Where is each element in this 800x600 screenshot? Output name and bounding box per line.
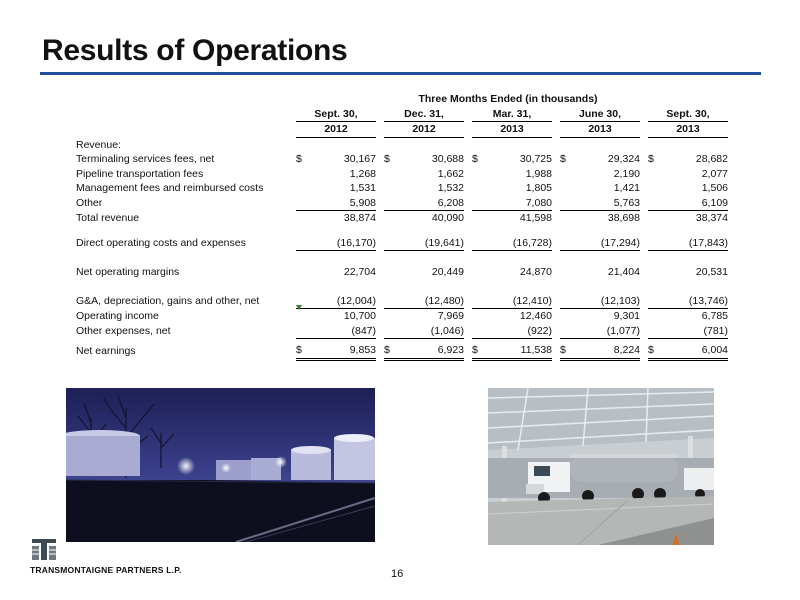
table-row [76,339,728,360]
revenue-heading: Revenue: [76,138,121,151]
cell-value: 6,785 [701,310,728,323]
cell-value: 40,090 [431,212,464,225]
currency-symbol: $ [296,339,308,360]
cell-value: 5,908 [308,196,376,211]
row-label: Other expenses, net [76,325,171,337]
row-label: Net earnings [76,344,136,357]
group-header: Three Months Ended (in thousands) [418,93,598,106]
period-header: June 30, [560,107,640,122]
cell-value: 1,531 [349,182,376,195]
results-table [76,92,728,361]
cell-value: 7,969 [437,310,464,323]
table-row [76,309,728,324]
cell-value: 20,531 [695,266,728,279]
period-year: 2013 [560,122,640,138]
cell-value: 9,301 [613,310,640,323]
company-name: TRANSMONTAIGNE PARTNERS L.P. [30,565,182,575]
row-label: Management fees and reimbursed costs [76,182,264,195]
group-header-row [76,92,728,107]
currency-symbol: $ [472,339,484,360]
row-label: Direct operating costs and expenses [76,237,246,249]
company-logo-icon [30,535,58,562]
cell-value: 8,224 [572,339,640,360]
cell-value: 1,805 [525,182,552,195]
cell-value: (12,410) [484,294,552,309]
tanker-truck-photo [488,388,714,545]
row-label: Operating income [76,310,159,322]
cell-value: (16,728) [484,236,552,251]
cell-value: (12,480) [396,294,464,309]
cell-value: 6,208 [396,196,464,211]
cell-value: 6,109 [660,196,728,211]
cell-value: (847) [308,324,376,339]
currency-symbol: $ [560,339,572,360]
cell-value: 22,704 [343,266,376,279]
cell-value: 30,688 [431,153,464,166]
cell-value: 38,698 [607,212,640,225]
cell-value: 11,538 [484,339,552,360]
cell-value: 30,725 [519,153,552,166]
period-header: Dec. 31, [384,107,464,122]
row-label: Net operating margins [76,266,180,279]
cell-value: 6,923 [396,339,464,360]
period-header: Mar. 31, [472,107,552,122]
table-row [76,294,728,309]
period-header-row-2 [76,122,728,138]
period-year: 2012 [384,122,464,138]
table-row [76,167,728,182]
cell-value: 38,874 [343,212,376,225]
cell-value: 24,870 [519,266,552,279]
cell-value: 1,532 [437,182,464,195]
row-label: Pipeline transportation fees [76,167,204,180]
table-row [76,181,728,196]
cell-value: (17,843) [660,236,728,251]
cell-value: (17,294) [572,236,640,251]
title-rule [40,72,761,75]
cell-value: 5,763 [572,196,640,211]
cell-value: 30,167 [343,153,376,166]
cell-value: 1,988 [525,167,552,180]
row-label: Other [76,197,103,209]
table-row [76,265,728,280]
period-year: 2013 [648,122,728,138]
cell-value: 21,404 [607,266,640,279]
cell-value: (922) [484,324,552,339]
cell-value: (16,170) [308,236,376,251]
terminal-night-photo [66,388,375,542]
row-label: G&A, depreciation, gains and other, net [76,295,260,307]
cell-value: 1,662 [437,167,464,180]
table-row [76,137,728,152]
currency-symbol: $ [648,339,660,360]
currency-symbol: $ [296,153,302,166]
currency-symbol: $ [472,153,478,166]
table-row [76,211,728,226]
small-marker [296,305,302,310]
cell-value: 6,004 [660,339,728,360]
cell-value: 29,324 [607,153,640,166]
row-label: Terminaling services fees, net [76,153,215,166]
cell-value: 38,374 [695,212,728,225]
table-row [76,324,728,339]
period-header-row-1 [76,107,728,122]
period-header: Sept. 30, [648,107,728,122]
cell-value: (1,077) [572,324,640,339]
cell-value: 28,682 [695,153,728,166]
cell-value: (12,103) [572,294,640,309]
page-number: 16 [391,568,404,580]
cell-value: (781) [660,324,728,339]
cell-value: (19,641) [396,236,464,251]
row-label: Total revenue [76,212,140,224]
cell-value: (1,046) [396,324,464,339]
period-year: 2013 [472,122,552,138]
table-row [76,152,728,167]
currency-symbol: $ [560,153,566,166]
currency-symbol: $ [384,339,396,360]
cell-value: 7,080 [484,196,552,211]
period-header: Sept. 30, [296,107,376,122]
currency-symbol: $ [648,153,654,166]
table-row [76,196,728,211]
cell-value: 1,421 [613,182,640,195]
currency-symbol: $ [384,153,390,166]
cell-value: 12,460 [519,310,552,323]
table-row [76,236,728,251]
cell-value: 1,506 [701,182,728,195]
cell-value: 41,598 [519,212,552,225]
cell-value: 1,268 [349,167,376,180]
cell-value: 10,700 [343,310,376,323]
cell-value: 2,190 [613,167,640,180]
cell-value: (12,004) [308,294,376,309]
cell-value: 2,077 [701,167,728,180]
cell-value: 20,449 [431,266,464,279]
cell-value: 9,853 [308,339,376,360]
period-year: 2012 [296,122,376,138]
cell-value: (13,746) [660,294,728,309]
page-title: Results of Operations [42,34,348,67]
